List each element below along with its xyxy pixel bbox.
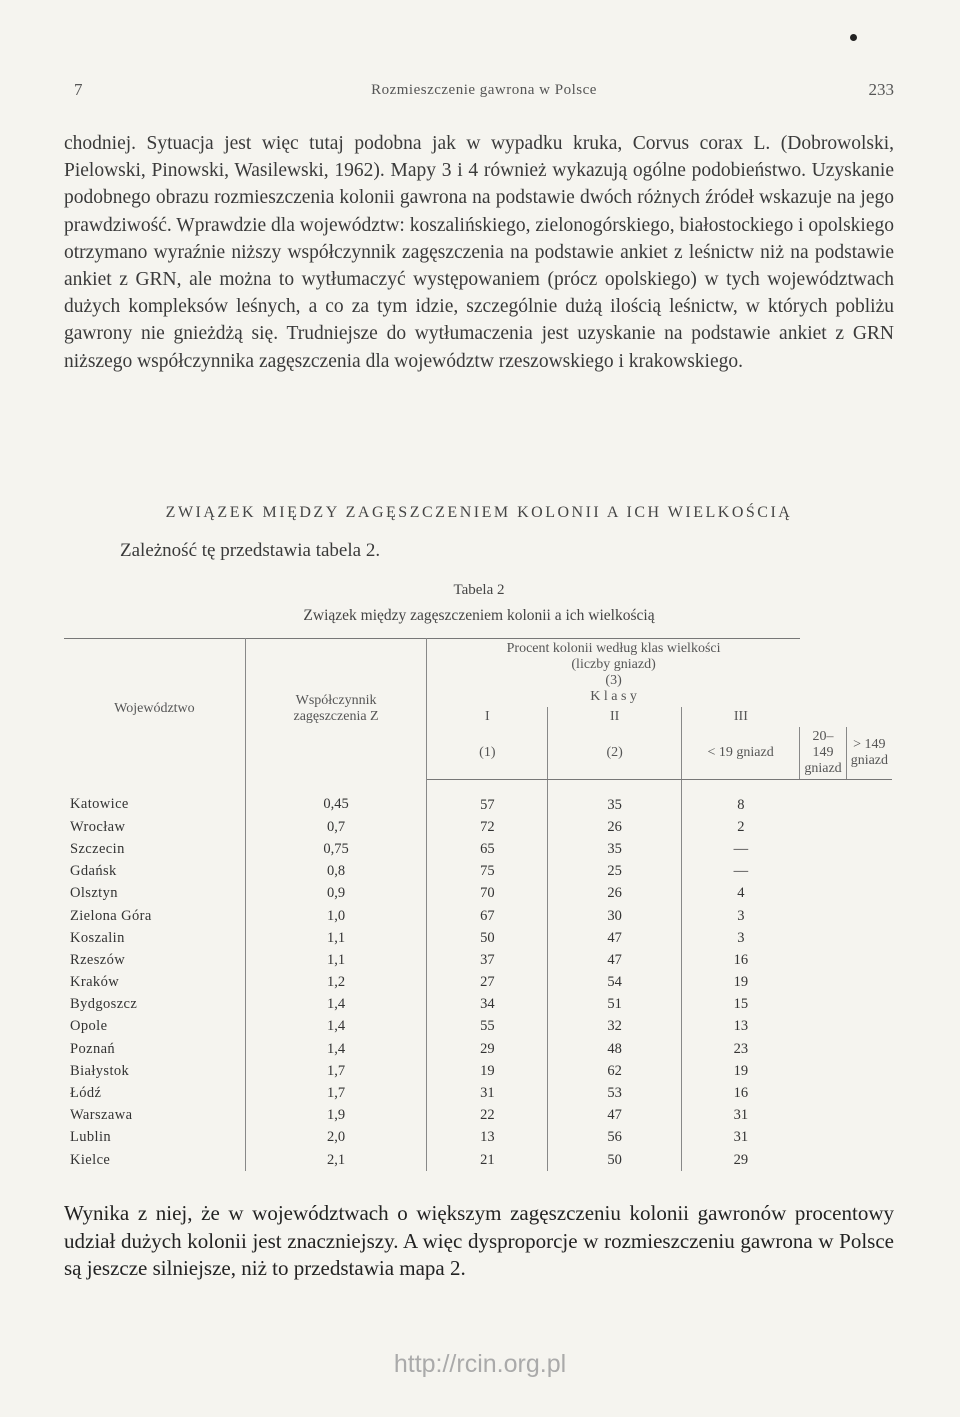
cell-density: 1,1	[245, 949, 426, 971]
table-row	[64, 1149, 892, 1171]
cell-density: 1,4	[245, 994, 426, 1016]
cell-voivodeship: Warszawa	[64, 1105, 245, 1127]
cell-class-3: 8	[737, 796, 745, 813]
cell-voivodeship: Kraków	[64, 972, 245, 994]
table-row	[64, 994, 892, 1016]
table-row	[64, 780, 892, 817]
cell-voivodeship: Koszalin	[64, 927, 245, 949]
section-heading: ZWIĄZEK MIĘDZY ZAGĘSZCZENIEM KOLONII A ICH WIELKOŚCIĄ	[165, 504, 793, 521]
cell-density: 1,4	[245, 1016, 426, 1038]
cell-density: 1,9	[245, 1105, 426, 1127]
cell-density: 1,7	[245, 1082, 426, 1104]
cell-density: 2,0	[245, 1127, 426, 1149]
footer-url: http://rcin.org.pl	[393, 1350, 567, 1378]
cell-voivodeship: Łódź	[64, 1082, 245, 1104]
table-row	[64, 927, 892, 949]
cell-density: 0,7	[245, 816, 426, 838]
cell-class-3: 4	[737, 885, 745, 902]
header-voivodeship: Województwo	[64, 639, 245, 780]
cell-density: 1,2	[245, 972, 426, 994]
cell-class-3: —	[733, 840, 749, 857]
cell-voivodeship: Gdańsk	[64, 861, 245, 883]
page-number: 233	[868, 80, 894, 99]
cell-class-2: 26	[548, 883, 682, 905]
header-density: Współczynnik zagęszczenia Z	[245, 639, 426, 780]
cell-density: 0,45	[245, 780, 426, 817]
table-row	[64, 883, 892, 905]
cell-class-2: 47	[548, 1105, 682, 1127]
cell-class-3: 3	[737, 929, 745, 946]
cell-class-1: 70	[427, 883, 548, 905]
cell-class-2: 48	[548, 1038, 682, 1060]
cell-class-2: 56	[548, 1127, 682, 1149]
cell-class-2: 25	[548, 861, 682, 883]
paragraph-2: Wynika z niej, że w województwach o większym zagęszczeniu kolonii gawronów procentowy udział dużych kolonii jest znaczniejszy. A więc dysproporcje w rozmieszczeniu gawrona w Polsce są jeszcze silniejsze, niż to przedstawia mapa 2.	[64, 1201, 894, 1280]
cell-voivodeship: Rzeszów	[64, 949, 245, 971]
table-row	[64, 816, 892, 838]
cell-class-3: 29	[733, 1151, 749, 1168]
header-col-num-2: (2)	[548, 727, 682, 780]
cell-class-2: 62	[548, 1060, 682, 1082]
header-class-2: II	[548, 707, 682, 727]
cell-class-1: 55	[427, 1016, 548, 1038]
cell-class-3: 15	[733, 996, 749, 1013]
table-row	[64, 1060, 892, 1082]
cell-class-3: 31	[733, 1107, 749, 1124]
cell-class-3: 3	[737, 907, 745, 924]
header-class-1: I	[427, 707, 548, 727]
cell-voivodeship: Lublin	[64, 1127, 245, 1149]
cell-class-1: 57	[427, 780, 548, 817]
cell-class-1: 31	[427, 1082, 548, 1104]
table-caption: Tabela 2	[453, 582, 505, 598]
cell-class-3: —	[733, 863, 749, 880]
table-row	[64, 905, 892, 927]
cell-class-2: 51	[548, 994, 682, 1016]
cell-class-1: 27	[427, 972, 548, 994]
cell-class-1: 19	[427, 1060, 548, 1082]
cell-class-2: 35	[548, 838, 682, 860]
cell-voivodeship: Zielona Góra	[64, 905, 245, 927]
ink-dot	[850, 34, 857, 41]
cell-voivodeship: Bydgoszcz	[64, 994, 245, 1016]
cell-voivodeship: Białystok	[64, 1060, 245, 1082]
cell-class-1: 65	[427, 838, 548, 860]
cell-class-1: 37	[427, 949, 548, 971]
cell-class-2: 53	[548, 1082, 682, 1104]
table-title: Związek między zagęszczeniem kolonii a ich wielkością	[303, 607, 655, 624]
header-range-3: > 149 gniazd	[846, 727, 892, 780]
cell-voivodeship: Opole	[64, 1016, 245, 1038]
cell-class-3: 16	[733, 1085, 749, 1102]
cell-class-2: 54	[548, 972, 682, 994]
cell-class-2: 26	[548, 816, 682, 838]
cell-voivodeship: Kielce	[64, 1149, 245, 1171]
cell-class-2: 30	[548, 905, 682, 927]
cell-voivodeship: Poznań	[64, 1038, 245, 1060]
cell-class-1: 72	[427, 816, 548, 838]
table-row	[64, 972, 892, 994]
cell-class-2: 47	[548, 927, 682, 949]
cell-class-2: 35	[548, 780, 682, 817]
cell-density: 2,1	[245, 1149, 426, 1171]
chapter-number: 7	[74, 80, 83, 99]
cell-class-1: 29	[427, 1038, 548, 1060]
cell-class-1: 34	[427, 994, 548, 1016]
cell-voivodeship: Szczecin	[64, 838, 245, 860]
cell-density: 0,9	[245, 883, 426, 905]
header-percent-group: Procent kolonii według klas wielkości (liczby gniazd) (3) K l a s y	[427, 639, 800, 708]
table-row	[64, 1016, 892, 1038]
cell-class-1: 22	[427, 1105, 548, 1127]
cell-class-3: 16	[733, 951, 749, 968]
cell-density: 0,8	[245, 861, 426, 883]
cell-class-2: 32	[548, 1016, 682, 1038]
cell-class-1: 13	[427, 1127, 548, 1149]
header-range-2: 20–149 gniazd	[800, 727, 846, 780]
cell-class-2: 50	[548, 1149, 682, 1171]
table-row	[64, 1105, 892, 1127]
cell-voivodeship: Wrocław	[64, 816, 245, 838]
cell-density: 1,7	[245, 1060, 426, 1082]
cell-class-1: 67	[427, 905, 548, 927]
header-class-3: III	[733, 709, 748, 724]
density-table	[64, 638, 892, 1171]
cell-density: 1,4	[245, 1038, 426, 1060]
table-intro: Zależność tę przedstawia tabela 2.	[120, 540, 381, 561]
table-row	[64, 1127, 892, 1149]
paragraph-1: chodniej. Sytuacja jest więc tutaj podobna jak w wypadku kruka, Corvus corax L. (Dobrowolski, Pielowski, Pinowski, Wasilewski, 1962). Mapy 3 i 4 również wykazują ogólne podobieństwo. Uzyskanie podobnego obrazu rozmieszczenia kolonii gawrona na podstawie dwóch różnych źródeł wskazuje na jego prawdziwość. Wprawdzie dla województw: koszalińskiego, zielonogórskiego, białostockiego i opolskiego otrzymano wyraźnie niższy współczynnik zagęszczenia na podstawie ankiet z leśnictw niż na podstawie ankiet z GRN, ale można to wytłumaczyć występowaniem (prócz opolskiego) w tych województwach dużych kompleksów leśnych, a co za tym idzie, szczególnie dużą ilością leśnictw, w których pobliżu gawrony nie gnieżdżą się. Trudniejsze do wytłumaczenia jest uzyskanie na podstawie ankiet z GRN niższego współczynnika zagęszczenia dla województw rzeszowskiego i krakowskiego.	[64, 133, 894, 372]
header-range-1: < 19 gniazd	[681, 727, 799, 780]
page-header	[74, 80, 894, 104]
cell-class-3: 2	[737, 818, 745, 835]
cell-class-3: 19	[733, 1062, 749, 1079]
cell-class-1: 75	[427, 861, 548, 883]
cell-class-2: 47	[548, 949, 682, 971]
cell-class-1: 50	[427, 927, 548, 949]
cell-class-3: 19	[733, 974, 749, 991]
cell-density: 1,1	[245, 927, 426, 949]
table-row	[64, 838, 892, 860]
running-head: Rozmieszczenie gawrona w Polsce	[371, 82, 597, 98]
cell-class-3: 13	[733, 1018, 749, 1035]
table-row	[64, 861, 892, 883]
cell-density: 0,75	[245, 838, 426, 860]
cell-density: 1,0	[245, 905, 426, 927]
cell-voivodeship: Olsztyn	[64, 883, 245, 905]
cell-class-3: 23	[733, 1040, 749, 1057]
cell-class-1: 21	[427, 1149, 548, 1171]
table-row	[64, 949, 892, 971]
table-row	[64, 1038, 892, 1060]
table-row	[64, 1082, 892, 1104]
header-col-num-1: (1)	[427, 727, 548, 780]
cell-class-3: 31	[733, 1129, 749, 1146]
cell-voivodeship: Katowice	[64, 780, 245, 817]
